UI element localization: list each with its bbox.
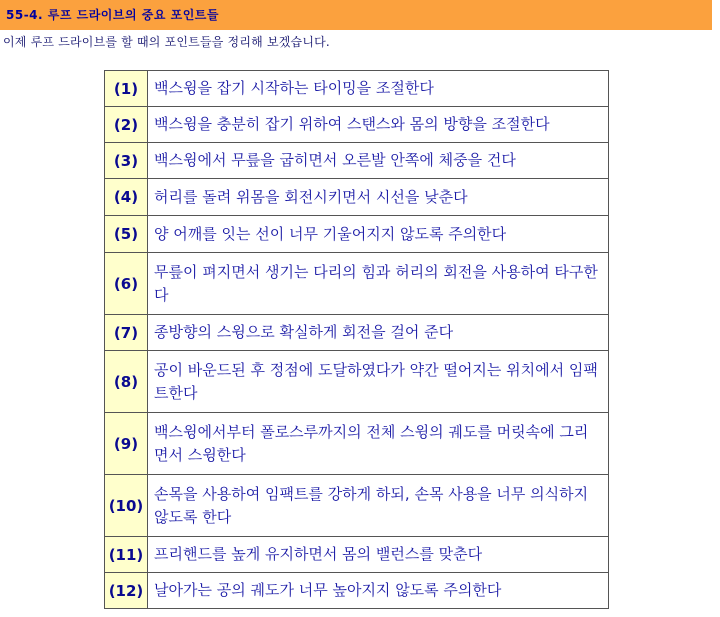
point-number: (2) [105, 107, 148, 143]
point-text: 날아가는 공의 궤도가 너무 높아지지 않도록 주의한다 [148, 573, 609, 609]
point-text: 허리를 돌려 위몸을 회전시키면서 시선을 낮춘다 [148, 179, 609, 216]
point-number: (9) [105, 413, 148, 475]
point-text: 프리핸드를 높게 유지하면서 몸의 밸런스를 맞춘다 [148, 537, 609, 573]
point-number: (5) [105, 216, 148, 253]
table-row [105, 143, 609, 179]
table-row [105, 537, 609, 573]
table-row [105, 573, 609, 609]
point-number: (6) [105, 253, 148, 315]
point-text: 백스윙에서 무릎을 굽히면서 오른발 안쪽에 체중을 건다 [148, 143, 609, 179]
point-number: (1) [105, 71, 148, 107]
table-row [105, 253, 609, 315]
table-row [105, 475, 609, 537]
point-text: 손목을 사용하여 임팩트를 강하게 하되, 손목 사용을 너무 의식하지 않도록 한다 [148, 475, 609, 537]
section-header [0, 0, 712, 30]
points-table [104, 70, 609, 609]
point-number: (4) [105, 179, 148, 216]
point-text: 백스윙을 잡기 시작하는 타이밍을 조절한다 [148, 71, 609, 107]
point-text: 종방향의 스윙으로 확실하게 회전을 걸어 준다 [148, 315, 609, 351]
point-text: 공이 바운드된 후 정점에 도달하였다가 약간 떨어지는 위치에서 임팩트한다 [148, 351, 609, 413]
section-title: 55-4. 루프 드라이브의 중요 포인트들 [6, 8, 219, 22]
table-row [105, 413, 609, 475]
table-row [105, 107, 609, 143]
point-text: 백스윙에서부터 폴로스루까지의 전체 스윙의 궤도를 머릿속에 그리면서 스윙한다 [148, 413, 609, 475]
point-number: (12) [105, 573, 148, 609]
point-number: (8) [105, 351, 148, 413]
point-text: 양 어깨를 잇는 선이 너무 기울어지지 않도록 주의한다 [148, 216, 609, 253]
point-number: (10) [105, 475, 148, 537]
point-text: 백스윙을 충분히 잡기 위하여 스탠스와 몸의 방향을 조절한다 [148, 107, 609, 143]
table-row [105, 351, 609, 413]
intro-text: 이제 루프 드라이브를 할 때의 포인트들을 정리해 보겠습니다. [3, 35, 330, 49]
table-row [105, 71, 609, 107]
table-row [105, 216, 609, 253]
point-number: (3) [105, 143, 148, 179]
point-number: (7) [105, 315, 148, 351]
table-row [105, 315, 609, 351]
point-text: 무릎이 펴지면서 생기는 다리의 힘과 허리의 회전을 사용하여 타구한다 [148, 253, 609, 315]
table-row [105, 179, 609, 216]
point-number: (11) [105, 537, 148, 573]
